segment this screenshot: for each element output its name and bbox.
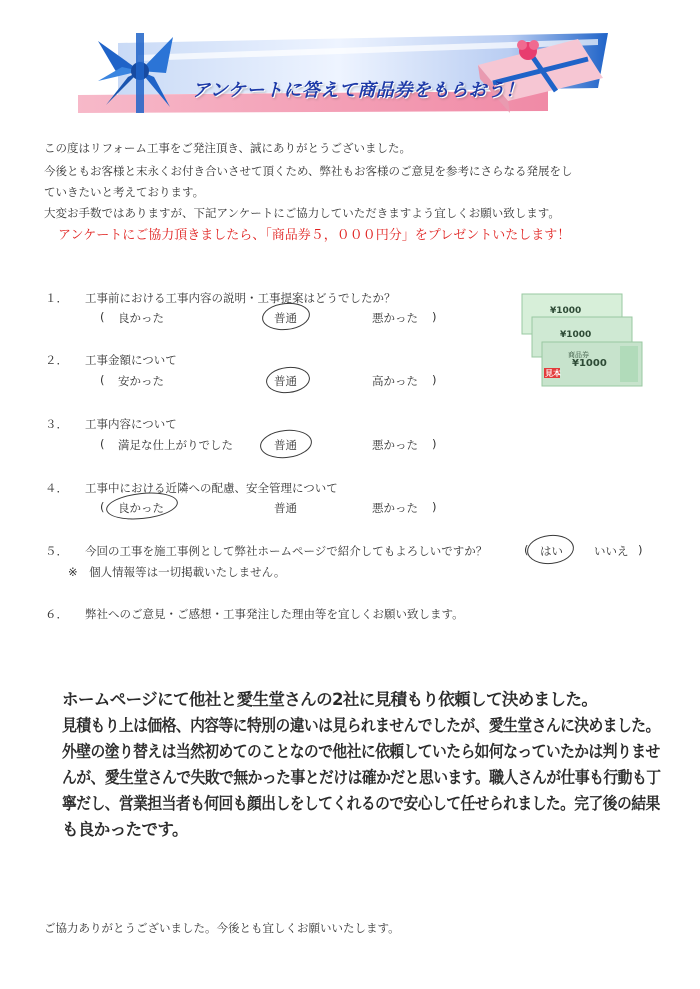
q2-option-1[interactable]: 安かった bbox=[118, 374, 164, 388]
intro-line-2: 今後ともお客様と末永くお付き合いさせて頂くため、弊社もお客様のご意見を参考にさらなる発展をし bbox=[44, 164, 573, 178]
answer-line-6: も良かったです。 bbox=[62, 820, 188, 839]
q3-option-1[interactable]: 満足な仕上がりでした bbox=[118, 438, 233, 452]
q5-open-paren: ( bbox=[524, 543, 529, 557]
q3-option-2[interactable]: 普通 bbox=[274, 438, 297, 452]
answer-line-5: 寧だし、営業担当者も何回も顔出しをしてくれるので安心して任せられました。完了後の結果 bbox=[62, 794, 660, 813]
q2-open-paren: ( bbox=[100, 373, 105, 387]
voucher-amount-1: ¥1000 bbox=[550, 306, 582, 316]
q1-option-1[interactable]: 良かった bbox=[118, 311, 164, 325]
q1-number: １． bbox=[45, 291, 68, 305]
voucher-sample-stamp: 見本 bbox=[545, 369, 561, 378]
answer-line-3: 外壁の塗り替えは当然初めてのことなので他社に依頼していたら如何なっていたかは判りませ bbox=[62, 742, 660, 761]
q6-text: 弊社へのご意見・ご感想・工事発注した理由等を宜しくお願い致します。 bbox=[85, 607, 464, 621]
q4-open-paren: ( bbox=[100, 500, 105, 514]
q3-number: ３． bbox=[45, 417, 68, 431]
q5-option-yes[interactable]: はい bbox=[540, 544, 563, 558]
answer-line-2: 見積もり上は価格、内容等に特別の違いは見られませんでしたが、愛生堂さんに決めました。 bbox=[62, 716, 660, 735]
answer-line-4: んが、愛生堂さんで失敗で無かった事とだけは確かだと思います。職人さんが仕事も行動も丁 bbox=[62, 768, 661, 787]
q4-option-3[interactable]: 悪かった bbox=[372, 501, 418, 515]
closing-message: ご協力ありがとうございました。今後とも宜しくお願いいたします。 bbox=[44, 921, 400, 935]
q6-number: ６． bbox=[45, 607, 68, 621]
gift-voucher-image bbox=[520, 292, 645, 390]
q4-close-paren: ) bbox=[432, 500, 437, 514]
q5-privacy-note: ※ 個人情報等は一切掲載いたしません。 bbox=[68, 565, 286, 579]
voucher-amount-3: ¥1000 bbox=[572, 358, 607, 369]
q5-selected-circle bbox=[526, 533, 576, 567]
intro-line-4: 大変お手数ではありますが、下記アンケートにご協力していただきますよう宜しくお願い致します。 bbox=[44, 206, 560, 220]
answer-line-1: ホームページにて他社と愛生堂さんの2社に見積もり依頼して決めました。 bbox=[62, 690, 598, 709]
q2-selected-circle bbox=[265, 365, 311, 395]
promo-text: アンケートにご協力頂きましたら、「商品券５，０００円分」をプレゼントいたします！ bbox=[58, 228, 571, 243]
q1-open-paren: ( bbox=[100, 310, 105, 324]
q3-selected-circle bbox=[259, 427, 314, 460]
q2-option-2[interactable]: 普通 bbox=[274, 374, 297, 388]
intro-line-3: ていきたいと考えております。 bbox=[44, 185, 205, 199]
q2-option-3[interactable]: 高かった bbox=[372, 374, 418, 388]
voucher-type-label: 商品券 bbox=[568, 351, 589, 359]
q5-number: ５． bbox=[45, 544, 68, 558]
q2-text: 工事金額について bbox=[85, 353, 177, 367]
q1-option-2[interactable]: 普通 bbox=[274, 311, 297, 325]
q4-option-2[interactable]: 普通 bbox=[274, 501, 297, 515]
q4-number: ４． bbox=[45, 481, 68, 495]
banner-title: アンケートに答えて商品券をもらおう！ bbox=[192, 80, 524, 101]
q1-option-3[interactable]: 悪かった bbox=[372, 311, 418, 325]
q1-close-paren: ) bbox=[432, 310, 437, 324]
q3-option-3[interactable]: 悪かった bbox=[372, 438, 418, 452]
q3-text: 工事内容について bbox=[85, 417, 177, 431]
q4-text: 工事中における近隣への配慮、安全管理について bbox=[85, 481, 338, 495]
q4-option-1[interactable]: 良かった bbox=[118, 501, 164, 515]
q3-open-paren: ( bbox=[100, 437, 105, 451]
q2-close-paren: ) bbox=[432, 373, 437, 387]
q5-text: 今回の工事を施工事例として弊社ホームページで紹介してもよろしいですか？ bbox=[85, 544, 488, 558]
q5-option-no[interactable]: いいえ bbox=[594, 544, 629, 558]
q5-close-paren: ) bbox=[638, 543, 643, 557]
q1-text: 工事前における工事内容の説明・工事提案はどうでしたか？ bbox=[85, 291, 396, 305]
q2-number: ２． bbox=[45, 353, 68, 367]
voucher-amount-2: ¥1000 bbox=[560, 330, 592, 340]
intro-line-1: この度はリフォーム工事をご発注頂き、誠にありがとうございました。 bbox=[44, 141, 411, 155]
q3-close-paren: ) bbox=[432, 437, 437, 451]
